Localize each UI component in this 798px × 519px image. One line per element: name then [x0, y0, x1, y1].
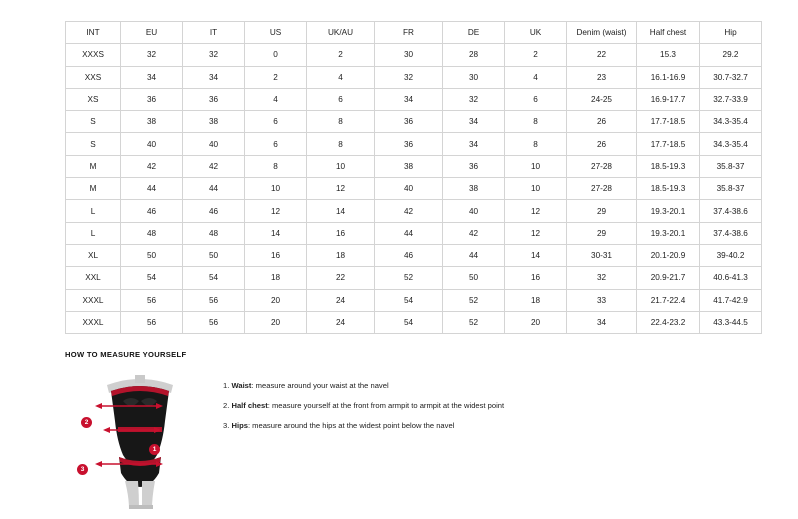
table-row [66, 178, 762, 200]
cell-fr: 40 [375, 178, 443, 200]
note-text-hips: : measure around the hips at the widest point below the navel [247, 421, 455, 431]
cell-int: XS [66, 88, 121, 110]
cell-eu: 42 [121, 155, 183, 177]
cell-it: 38 [183, 111, 245, 133]
cell-de: 34 [443, 133, 505, 155]
cell-int: S [66, 133, 121, 155]
cell-us: 16 [245, 244, 307, 266]
column-header-us: US [245, 22, 307, 44]
cell-us: 0 [245, 44, 307, 66]
cell-int: XXL [66, 267, 121, 289]
cell-half-chest: 16.9-17.7 [637, 88, 700, 110]
cell-denim-waist: 26 [567, 133, 637, 155]
cell-eu: 38 [121, 111, 183, 133]
cell-us: 8 [245, 155, 307, 177]
cell-uk: 8 [505, 133, 567, 155]
cell-ukau: 24 [307, 311, 375, 333]
table-row [66, 244, 762, 266]
cell-us: 6 [245, 133, 307, 155]
size-table-container [65, 21, 748, 334]
cell-int: XXXL [66, 289, 121, 311]
cell-fr: 30 [375, 44, 443, 66]
cell-de: 52 [443, 289, 505, 311]
cell-uk: 2 [505, 44, 567, 66]
cell-de: 42 [443, 222, 505, 244]
measurement-note-half-chest [223, 401, 504, 410]
cell-half-chest: 20.1-20.9 [637, 244, 700, 266]
cell-int: M [66, 178, 121, 200]
table-header-row [66, 22, 762, 44]
cell-int: S [66, 111, 121, 133]
cell-half-chest: 18.5-19.3 [637, 155, 700, 177]
cell-us: 10 [245, 178, 307, 200]
cell-de: 28 [443, 44, 505, 66]
cell-fr: 54 [375, 289, 443, 311]
cell-denim-waist: 30-31 [567, 244, 637, 266]
cell-denim-waist: 24-25 [567, 88, 637, 110]
how-to-measure-body [65, 369, 765, 509]
cell-ukau: 16 [307, 222, 375, 244]
cell-denim-waist: 29 [567, 200, 637, 222]
cell-de: 32 [443, 88, 505, 110]
cell-denim-waist: 27-28 [567, 178, 637, 200]
marker-3: 3 [77, 464, 88, 475]
cell-half-chest: 19.3-20.1 [637, 222, 700, 244]
table-row [66, 267, 762, 289]
cell-int: L [66, 222, 121, 244]
cell-denim-waist: 33 [567, 289, 637, 311]
cell-hip: 35.8-37 [700, 178, 762, 200]
cell-de: 36 [443, 155, 505, 177]
cell-uk: 8 [505, 111, 567, 133]
note-number-3: 3. [223, 421, 230, 431]
cell-de: 50 [443, 267, 505, 289]
cell-fr: 52 [375, 267, 443, 289]
table-row [66, 88, 762, 110]
cell-it: 46 [183, 200, 245, 222]
cell-ukau: 24 [307, 289, 375, 311]
cell-us: 6 [245, 111, 307, 133]
column-header-uk: UK [505, 22, 567, 44]
cell-int: XL [66, 244, 121, 266]
cell-eu: 40 [121, 133, 183, 155]
note-text-waist: : measure around your waist at the navel [251, 381, 389, 390]
table-row [66, 200, 762, 222]
cell-ukau: 2 [307, 44, 375, 66]
column-header-ukau: UK/AU [307, 22, 375, 44]
cell-hip: 41.7-42.9 [700, 289, 762, 311]
cell-eu: 34 [121, 66, 183, 88]
cell-denim-waist: 34 [567, 311, 637, 333]
table-row [66, 222, 762, 244]
cell-int: XXXS [66, 44, 121, 66]
cell-hip: 40.6-41.3 [700, 267, 762, 289]
table-body [66, 44, 762, 334]
table-row [66, 311, 762, 333]
cell-int: L [66, 200, 121, 222]
cell-fr: 42 [375, 200, 443, 222]
how-to-measure-section [65, 350, 765, 509]
cell-half-chest: 22.4-23.2 [637, 311, 700, 333]
column-header-de: DE [443, 22, 505, 44]
column-header-denim-waist: Denim (waist) [567, 22, 637, 44]
cell-ukau: 22 [307, 267, 375, 289]
cell-ukau: 14 [307, 200, 375, 222]
cell-hip: 34.3-35.4 [700, 111, 762, 133]
mannequin-illustration [85, 369, 195, 509]
cell-de: 40 [443, 200, 505, 222]
marker-1: 1 [149, 444, 160, 455]
table-row [66, 44, 762, 66]
cell-uk: 14 [505, 244, 567, 266]
note-number-1: 1. [223, 381, 230, 390]
mannequin-figure [80, 369, 195, 509]
cell-half-chest: 21.7-22.4 [637, 289, 700, 311]
cell-it: 48 [183, 222, 245, 244]
cell-fr: 36 [375, 111, 443, 133]
cell-hip: 43.3-44.5 [700, 311, 762, 333]
cell-half-chest: 19.3-20.1 [637, 200, 700, 222]
cell-eu: 50 [121, 244, 183, 266]
note-number-2: 2. [223, 401, 230, 411]
cell-hip: 37.4-38.6 [700, 222, 762, 244]
cell-fr: 44 [375, 222, 443, 244]
cell-de: 30 [443, 66, 505, 88]
table-row [66, 111, 762, 133]
cell-hip: 35.8-37 [700, 155, 762, 177]
cell-eu: 56 [121, 311, 183, 333]
cell-ukau: 6 [307, 88, 375, 110]
cell-uk: 12 [505, 222, 567, 244]
cell-fr: 38 [375, 155, 443, 177]
cell-eu: 48 [121, 222, 183, 244]
cell-uk: 4 [505, 66, 567, 88]
cell-half-chest: 18.5-19.3 [637, 178, 700, 200]
cell-de: 52 [443, 311, 505, 333]
how-to-measure-title: HOW TO MEASURE YOURSELF [65, 350, 187, 359]
cell-hip: 37.4-38.6 [700, 200, 762, 222]
note-term-hips: Hips [231, 421, 248, 431]
cell-half-chest: 17.7-18.5 [637, 133, 700, 155]
measurement-note-waist [223, 381, 504, 390]
cell-denim-waist: 32 [567, 267, 637, 289]
cell-denim-waist: 27-28 [567, 155, 637, 177]
cell-eu: 46 [121, 200, 183, 222]
cell-uk: 16 [505, 267, 567, 289]
cell-int: M [66, 155, 121, 177]
cell-de: 44 [443, 244, 505, 266]
cell-uk: 10 [505, 155, 567, 177]
cell-it: 32 [183, 44, 245, 66]
cell-int: XXS [66, 66, 121, 88]
note-term-half-chest: Half chest [231, 401, 268, 411]
cell-it: 56 [183, 311, 245, 333]
column-header-it: IT [183, 22, 245, 44]
cell-half-chest: 15.3 [637, 44, 700, 66]
cell-denim-waist: 23 [567, 66, 637, 88]
cell-fr: 36 [375, 133, 443, 155]
cell-eu: 56 [121, 289, 183, 311]
note-text-half-chest: : measure yourself at the front from armpit to armpit at the widest point [267, 401, 505, 411]
cell-eu: 36 [121, 88, 183, 110]
cell-de: 38 [443, 178, 505, 200]
cell-int: XXXL [66, 311, 121, 333]
cell-us: 2 [245, 66, 307, 88]
cell-de: 34 [443, 111, 505, 133]
cell-uk: 6 [505, 88, 567, 110]
table-row [66, 133, 762, 155]
cell-denim-waist: 29 [567, 222, 637, 244]
measurement-notes [223, 369, 504, 441]
cell-uk: 18 [505, 289, 567, 311]
cell-fr: 54 [375, 311, 443, 333]
cell-uk: 12 [505, 200, 567, 222]
cell-it: 54 [183, 267, 245, 289]
cell-it: 44 [183, 178, 245, 200]
cell-it: 40 [183, 133, 245, 155]
cell-hip: 34.3-35.4 [700, 133, 762, 155]
cell-hip: 30.7-32.7 [700, 66, 762, 88]
column-header-int: INT [66, 22, 121, 44]
cell-us: 4 [245, 88, 307, 110]
cell-ukau: 4 [307, 66, 375, 88]
column-header-fr: FR [375, 22, 443, 44]
cell-it: 42 [183, 155, 245, 177]
cell-us: 12 [245, 200, 307, 222]
table-row [66, 155, 762, 177]
cell-hip: 32.7-33.9 [700, 88, 762, 110]
cell-hip: 29.2 [700, 44, 762, 66]
cell-us: 20 [245, 311, 307, 333]
cell-it: 36 [183, 88, 245, 110]
cell-it: 50 [183, 244, 245, 266]
table-header [66, 22, 762, 44]
marker-2: 2 [81, 417, 92, 428]
cell-it: 56 [183, 289, 245, 311]
cell-us: 14 [245, 222, 307, 244]
cell-denim-waist: 22 [567, 44, 637, 66]
cell-eu: 44 [121, 178, 183, 200]
cell-fr: 34 [375, 88, 443, 110]
column-header-eu: EU [121, 22, 183, 44]
cell-ukau: 12 [307, 178, 375, 200]
cell-half-chest: 17.7-18.5 [637, 111, 700, 133]
cell-fr: 32 [375, 66, 443, 88]
cell-ukau: 18 [307, 244, 375, 266]
cell-uk: 20 [505, 311, 567, 333]
cell-half-chest: 20.9-21.7 [637, 267, 700, 289]
cell-ukau: 8 [307, 111, 375, 133]
cell-denim-waist: 26 [567, 111, 637, 133]
column-header-hip: Hip [700, 22, 762, 44]
table-row [66, 289, 762, 311]
cell-eu: 54 [121, 267, 183, 289]
cell-ukau: 8 [307, 133, 375, 155]
cell-uk: 10 [505, 178, 567, 200]
column-header-half-chest: Half chest [637, 22, 700, 44]
cell-eu: 32 [121, 44, 183, 66]
table-row [66, 66, 762, 88]
cell-us: 18 [245, 267, 307, 289]
cell-us: 20 [245, 289, 307, 311]
cell-fr: 46 [375, 244, 443, 266]
measurement-note-hips [223, 421, 504, 430]
size-conversion-table [65, 21, 762, 334]
cell-ukau: 10 [307, 155, 375, 177]
cell-half-chest: 16.1-16.9 [637, 66, 700, 88]
cell-it: 34 [183, 66, 245, 88]
cell-hip: 39-40.2 [700, 244, 762, 266]
note-term-waist: Waist [231, 381, 252, 390]
